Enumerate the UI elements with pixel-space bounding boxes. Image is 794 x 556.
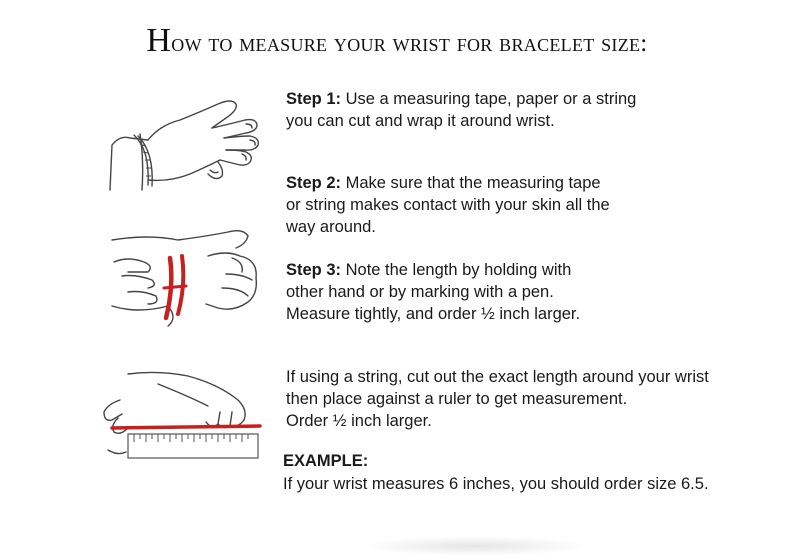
step-3-label: Step 3: <box>286 261 342 279</box>
step-2-line-3: way around. <box>286 218 376 236</box>
wrist-with-string-icon <box>108 226 268 331</box>
step-1-text: Use a measuring tape, paper or a string <box>341 90 637 108</box>
step-2-label: Step 2: <box>286 174 342 192</box>
string-note-line-2: then place against a ruler to get measurement. <box>286 390 628 408</box>
example-text: If your wrist measures 6 inches, you should order size 6.5. <box>283 475 709 493</box>
step-1-label: Step 1: <box>286 90 342 108</box>
step-1 <box>286 88 636 132</box>
step-2 <box>286 172 610 238</box>
step-3-line-3: Measure tightly, and order ½ inch larger. <box>286 305 581 323</box>
step-2-line-1 <box>286 172 610 194</box>
example-label: EXAMPLE: <box>283 452 369 470</box>
step-3-line-2: other hand or by marking with a pen. <box>286 283 554 301</box>
step-3-text: Note the length by holding with <box>341 261 572 279</box>
hand-on-ruler-icon <box>98 360 268 465</box>
step-1-line-1 <box>286 88 636 110</box>
step-2-text: Make sure that the measuring tape <box>341 174 601 192</box>
title-first-letter: H <box>146 22 172 59</box>
step-3-line-1 <box>286 259 580 281</box>
step-2-line-2: or string makes contact with your skin all the <box>286 196 610 214</box>
string-note-line-1: If using a string, cut out the exact length around your wrist <box>286 368 709 386</box>
string-note <box>286 366 709 432</box>
string-note-line-3: Order ½ inch larger. <box>286 412 432 430</box>
page-title <box>0 22 794 60</box>
hand-measuring-tape-icon <box>100 90 270 205</box>
title-text: ow to measure your wrist for bracelet size: <box>171 30 648 57</box>
step-1-line-2: you can cut and wrap it around wrist. <box>286 112 555 130</box>
bottom-shadow <box>360 536 590 556</box>
step-3 <box>286 259 580 325</box>
